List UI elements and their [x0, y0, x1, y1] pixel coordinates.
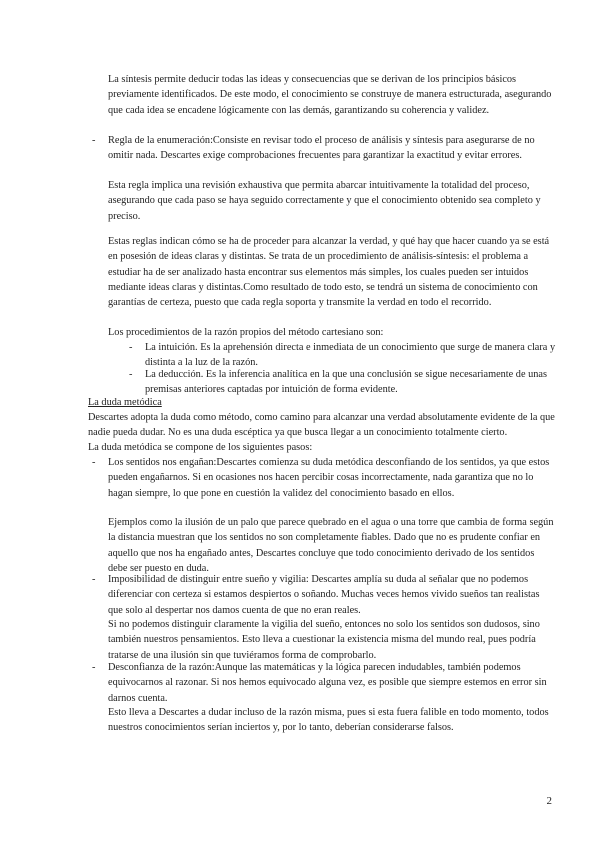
- step-senses: Los sentidos nos engañan:Descartes comienza su duda metódica desconfiando de los sentidos, ya que estos pueden engañarnos. Si en ocasiones nos hacen percibir cosas incorrectamente, nada garantiza que no lo hagan siempre, lo que pone en cuestión la validez del conocimiento basado en ellos.: [108, 457, 550, 499]
- methodic-doubt-intro: Descartes adopta la duda como método, como camino para alcanzar una verdad absolutamente evidente de la que nadie pueda dudar. No es una duda escéptica ya que busca llegar a un conocimiento totalmente cierto.: [88, 412, 555, 439]
- procedures-intro: Los procedimientos de la razón propios del método cartesiano son:: [108, 327, 384, 338]
- rule-enumeration: Regla de la enumeración:Consiste en revisar todo el proceso de análisis y síntesis para asegurarse de no omitir nada. Descartes exige comprobaciones frecuentes para garantizar la exactitud y evitar errores.: [108, 135, 535, 162]
- step-reason: Desconfianza de la razón:Aunque las matemáticas y la lógica parecen indudables, también podemos equivocarnos al razonar. Si nos hemos equivocado alguna vez, es posible que siempre estemos en error sin darnos cuenta.: [108, 662, 547, 704]
- step-dream-vigil: Imposibilidad de distinguir entre sueño y vigilia: Descartes amplía su duda al señalar que no podemos diferenciar con certeza si estamos despiertos o soñando. Muchas veces hemos vivido sueños tan realistas que solo al despertar nos damos cuenta de que no eran reales.: [108, 574, 540, 616]
- list-dash: -: [92, 135, 96, 146]
- step-senses-example: Ejemplos como la ilusión de un palo que parece quebrado en el agua o una torre que cambia de forma según la distancia muestran que los sentidos no son completamente fiables. Dado que no es prudente confiar en aquello que nos ha engañado antes, Descartes concluye que todo conocimiento derivado de los sentidos debe ser puesto en duda.: [108, 517, 554, 574]
- section-heading: La duda metódica: [88, 397, 162, 408]
- doubt-steps-intro: La duda metódica se compone de los siguientes pasos:: [88, 442, 313, 453]
- list-dash: -: [92, 662, 96, 673]
- rule-enumeration-detail: Esta regla implica una revisión exhaustiva que permita abarcar intuitivamente la totalidad del proceso, asegurando que cada paso se haya seguido correctamente y que el conocimiento obtenido sea completo y preciso.: [108, 180, 541, 222]
- list-dash: -: [129, 369, 133, 380]
- rules-summary: Estas reglas indican cómo se ha de proceder para alcanzar la verdad, y qué hay que hacer cuando ya se está en posesión de ideas claras y distintas. Se trata de un procedimiento de análisis-síntesis: el problema a estudiar ha de ser analizado hasta encontrar sus elementos más simples, los cuales pueden ser intuidos mediante ideas claras y distintas.Como resultado de todo esto, se tendrá un sistema de conocimiento con garantías de certeza, puesto que cada regla soporta y transmite la verdad en todo el recorrido.: [108, 236, 550, 309]
- page-number: 2: [546, 795, 552, 807]
- step-dream-vigil-detail: Si no podemos distinguir claramente la vigilia del sueño, entonces no solo los sentidos son dudosos, sino también nuestros pensamientos. Esto lleva a cuestionar la existencia misma del mundo real, pues podría tratarse de una ilusión sin que tuviéramos forma de comprobarlo.: [108, 619, 540, 661]
- procedure-intuition: La intuición. Es la aprehensión directa e inmediata de un conocimiento que surge de manera clara y distinta a la luz de la razón.: [145, 342, 556, 369]
- list-dash: -: [92, 574, 96, 585]
- list-dash: -: [129, 342, 133, 353]
- step-reason-detail: Esto lleva a Descartes a dudar incluso de la razón misma, pues si esta fuera falible en todo momento, todos nuestros conocimientos serían inciertos y, por lo tanto, deberían considerarse falsos.: [108, 707, 549, 734]
- procedure-deduction: La deducción. Es la inferencia analítica en la que una conclusión se sigue necesariamente de unas premisas anteriores captadas por intuición de forma evidente.: [145, 369, 547, 396]
- paragraph-synthesis: La síntesis permite deducir todas las ideas y consecuencias que se derivan de los principios básicos previamente identificados. De este modo, el conocimiento se construye de manera estructurada, asegurando que cada idea se encadene lógicamente con las demás, garantizando su coherencia y validez.: [108, 74, 552, 116]
- list-dash: -: [92, 457, 96, 468]
